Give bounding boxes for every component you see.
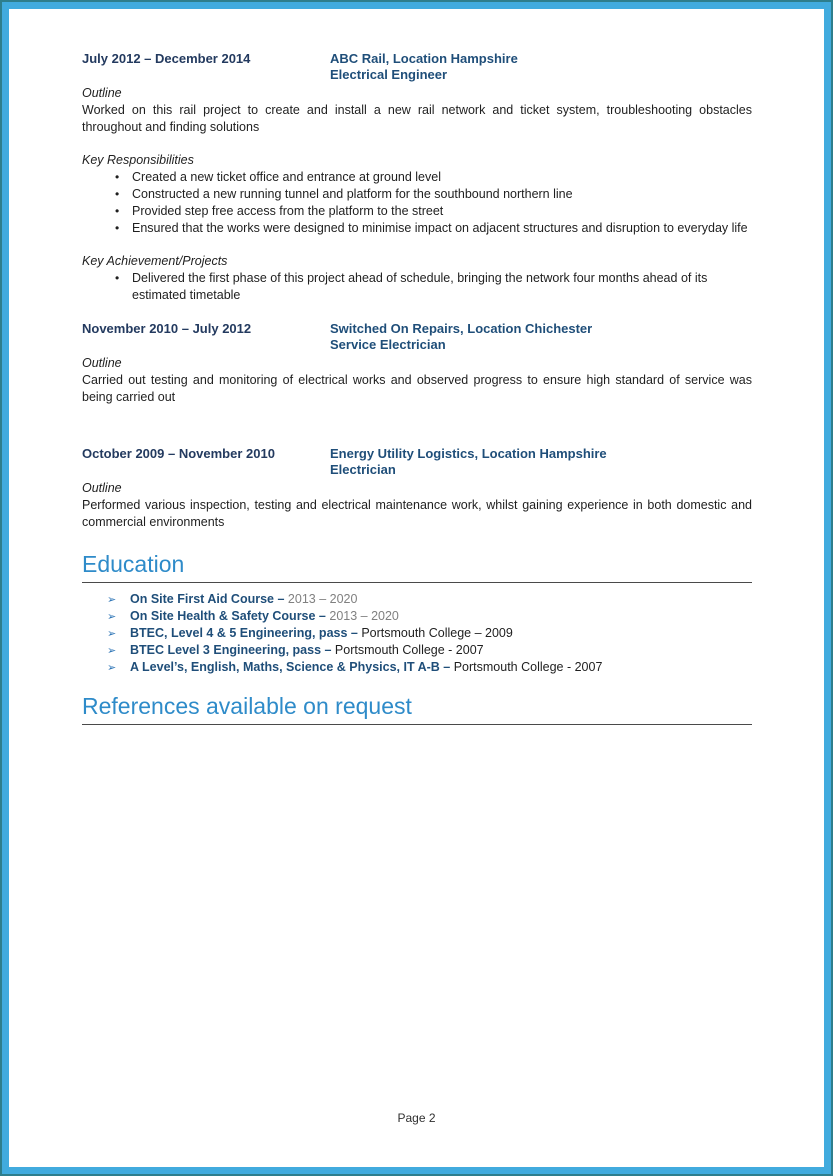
job-org	[330, 51, 518, 83]
arrow-bullet-icon: ➢	[107, 662, 117, 674]
job-entry-abc-rail	[82, 51, 752, 304]
job-role: Electrical Engineer	[330, 67, 448, 82]
list-item	[82, 659, 752, 676]
responsibility-text: Constructed a new running tunnel and platform for the southbound northern line	[132, 187, 573, 201]
arrow-bullet-icon: ➢	[107, 628, 117, 640]
education-detail: 2013 – 2020	[325, 609, 399, 623]
list-item	[82, 169, 752, 186]
outline-label: Outline	[82, 356, 122, 370]
bullet-icon: •	[115, 187, 120, 201]
list-item	[82, 608, 752, 625]
achievements-label: Key Achievement/Projects	[82, 254, 228, 268]
bullet-icon: •	[115, 221, 120, 235]
outline-text: Worked on this rail project to create and install a new rail network and ticket system, troubleshooting obstacles throughout and finding solutions	[82, 103, 752, 134]
job-dates: July 2012 – December 2014	[82, 51, 251, 66]
job-entry-switched-on-repairs	[82, 321, 752, 406]
education-course: A Level’s, English, Maths, Science & Physics, IT A-B –	[130, 660, 451, 674]
job-org	[330, 446, 607, 478]
achievement-text: Delivered the first phase of this project ahead of schedule, bringing the network four months ahead of its estimated timetable	[132, 271, 708, 302]
education-heading: Education	[82, 551, 752, 583]
job-header	[82, 446, 752, 478]
job-role: Service Electrician	[330, 337, 446, 352]
outline-label: Outline	[82, 481, 122, 495]
bullet-icon: •	[115, 271, 120, 285]
list-item	[82, 642, 752, 659]
education-course: BTEC, Level 4 & 5 Engineering, pass –	[130, 626, 358, 640]
job-dates: November 2010 – July 2012	[82, 321, 252, 336]
job-company: ABC Rail, Location Hampshire	[330, 51, 518, 66]
job-header	[82, 51, 752, 83]
education-detail: 2013 – 2020	[284, 592, 358, 606]
responsibility-text: Ensured that the works were designed to minimise impact on adjacent structures and disruption to everyday life	[132, 221, 748, 235]
references-heading: References available on request	[82, 693, 752, 725]
bullet-icon: •	[115, 170, 120, 184]
job-dates: October 2009 – November 2010	[82, 446, 275, 461]
outline-label: Outline	[82, 86, 122, 100]
page-number: Page 2	[397, 1111, 436, 1125]
outline-text: Carried out testing and monitoring of electrical works and observed progress to ensure high standard of service was being carried out	[82, 373, 752, 404]
arrow-bullet-icon: ➢	[107, 611, 117, 623]
arrow-bullet-icon: ➢	[107, 645, 117, 657]
responsibility-text: Created a new ticket office and entrance at ground level	[132, 170, 441, 184]
job-header	[82, 321, 752, 353]
responsibility-text: Provided step free access from the platform to the street	[132, 204, 444, 218]
resume-page	[2, 2, 831, 1174]
education-detail: Portsmouth College – 2009	[357, 626, 513, 640]
list-item	[82, 203, 752, 220]
job-company: Energy Utility Logistics, Location Hampshire	[330, 446, 607, 461]
bullet-icon: •	[115, 204, 120, 218]
education-detail: Portsmouth College - 2007	[450, 660, 603, 674]
job-role: Electrician	[330, 462, 396, 477]
outline-text: Performed various inspection, testing and electrical maintenance work, whilst gaining experience in both domestic and commercial environments	[82, 498, 752, 529]
responsibilities-label: Key Responsibilities	[82, 153, 194, 167]
job-company: Switched On Repairs, Location Chichester	[330, 321, 593, 336]
arrow-bullet-icon: ➢	[107, 594, 117, 606]
job-org	[330, 321, 592, 353]
list-item	[82, 625, 752, 642]
job-entry-energy-utility-logistics	[82, 446, 752, 531]
education-course: On Site Health & Safety Course –	[130, 609, 326, 623]
education-course: BTEC Level 3 Engineering, pass –	[130, 643, 332, 657]
education-course: On Site First Aid Course –	[130, 592, 285, 606]
education-list	[82, 591, 752, 676]
list-item	[82, 186, 752, 203]
list-item	[82, 220, 752, 237]
education-detail: Portsmouth College - 2007	[331, 643, 484, 657]
list-item	[82, 270, 752, 304]
resume-content	[9, 9, 752, 725]
list-item	[82, 591, 752, 608]
